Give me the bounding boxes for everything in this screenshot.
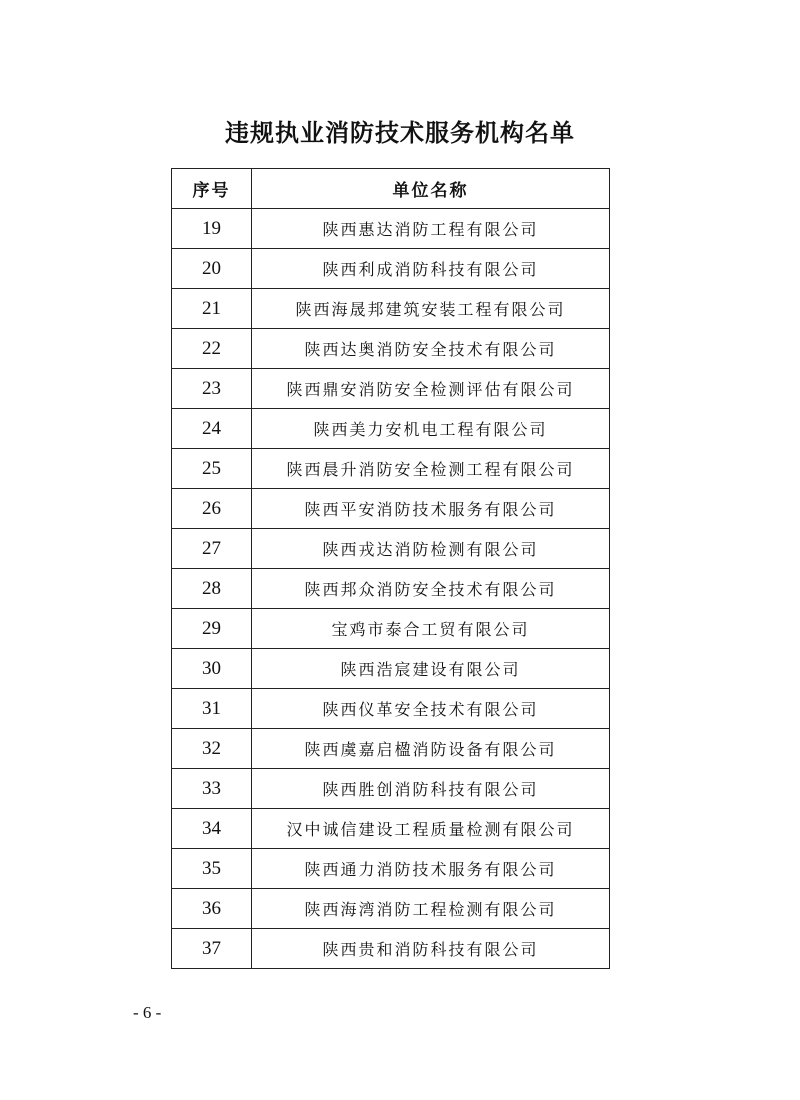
row-number: 31 xyxy=(172,689,252,729)
row-number: 36 xyxy=(172,889,252,929)
table-row xyxy=(172,449,610,489)
organization-name: 宝鸡市泰合工贸有限公司 xyxy=(252,609,610,649)
table-row xyxy=(172,609,610,649)
row-number: 24 xyxy=(172,409,252,449)
row-number: 28 xyxy=(172,569,252,609)
table-row xyxy=(172,209,610,249)
organization-name: 陕西仪革安全技术有限公司 xyxy=(252,689,610,729)
row-number: 37 xyxy=(172,929,252,969)
row-number: 35 xyxy=(172,849,252,889)
organization-name: 陕西通力消防技术服务有限公司 xyxy=(252,849,610,889)
table-row xyxy=(172,529,610,569)
row-number: 34 xyxy=(172,809,252,849)
row-number: 32 xyxy=(172,729,252,769)
organization-name: 汉中诚信建设工程质量检测有限公司 xyxy=(252,809,610,849)
table-row xyxy=(172,689,610,729)
row-number: 26 xyxy=(172,489,252,529)
organization-table xyxy=(171,168,610,969)
organization-name: 陕西海晟邦建筑安装工程有限公司 xyxy=(252,289,610,329)
organization-name: 陕西鼎安消防安全检测评估有限公司 xyxy=(252,369,610,409)
table-row xyxy=(172,409,610,449)
table-row xyxy=(172,889,610,929)
row-number: 30 xyxy=(172,649,252,689)
organization-name: 陕西戎达消防检测有限公司 xyxy=(252,529,610,569)
column-header-number: 序号 xyxy=(172,169,252,209)
organization-name: 陕西海湾消防工程检测有限公司 xyxy=(252,889,610,929)
page-title: 违规执业消防技术服务机构名单 xyxy=(225,119,575,147)
row-number: 19 xyxy=(172,209,252,249)
organization-name: 陕西惠达消防工程有限公司 xyxy=(252,209,610,249)
page-number: - 6 - xyxy=(133,1003,162,1022)
row-number: 33 xyxy=(172,769,252,809)
row-number: 27 xyxy=(172,529,252,569)
organization-name: 陕西邦众消防安全技术有限公司 xyxy=(252,569,610,609)
organization-name: 陕西浩宸建设有限公司 xyxy=(252,649,610,689)
organization-name: 陕西利成消防科技有限公司 xyxy=(252,249,610,289)
table-row xyxy=(172,249,610,289)
row-number: 23 xyxy=(172,369,252,409)
table-row xyxy=(172,289,610,329)
organization-name: 陕西晨升消防安全检测工程有限公司 xyxy=(252,449,610,489)
table-row xyxy=(172,329,610,369)
organization-name: 陕西美力安机电工程有限公司 xyxy=(252,409,610,449)
table-row xyxy=(172,849,610,889)
column-header-name: 单位名称 xyxy=(252,169,610,209)
organization-name: 陕西平安消防技术服务有限公司 xyxy=(252,489,610,529)
table-row xyxy=(172,369,610,409)
table-row xyxy=(172,929,610,969)
table-row xyxy=(172,729,610,769)
row-number: 29 xyxy=(172,609,252,649)
row-number: 20 xyxy=(172,249,252,289)
organization-name: 陕西达奥消防安全技术有限公司 xyxy=(252,329,610,369)
table-row xyxy=(172,649,610,689)
row-number: 22 xyxy=(172,329,252,369)
table-row xyxy=(172,569,610,609)
organization-name: 陕西虞嘉启楹消防设备有限公司 xyxy=(252,729,610,769)
row-number: 21 xyxy=(172,289,252,329)
table-row xyxy=(172,809,610,849)
table-row xyxy=(172,489,610,529)
table-header-row xyxy=(172,169,610,209)
organization-name: 陕西贵和消防科技有限公司 xyxy=(252,929,610,969)
row-number: 25 xyxy=(172,449,252,489)
organization-name: 陕西胜创消防科技有限公司 xyxy=(252,769,610,809)
table-row xyxy=(172,769,610,809)
